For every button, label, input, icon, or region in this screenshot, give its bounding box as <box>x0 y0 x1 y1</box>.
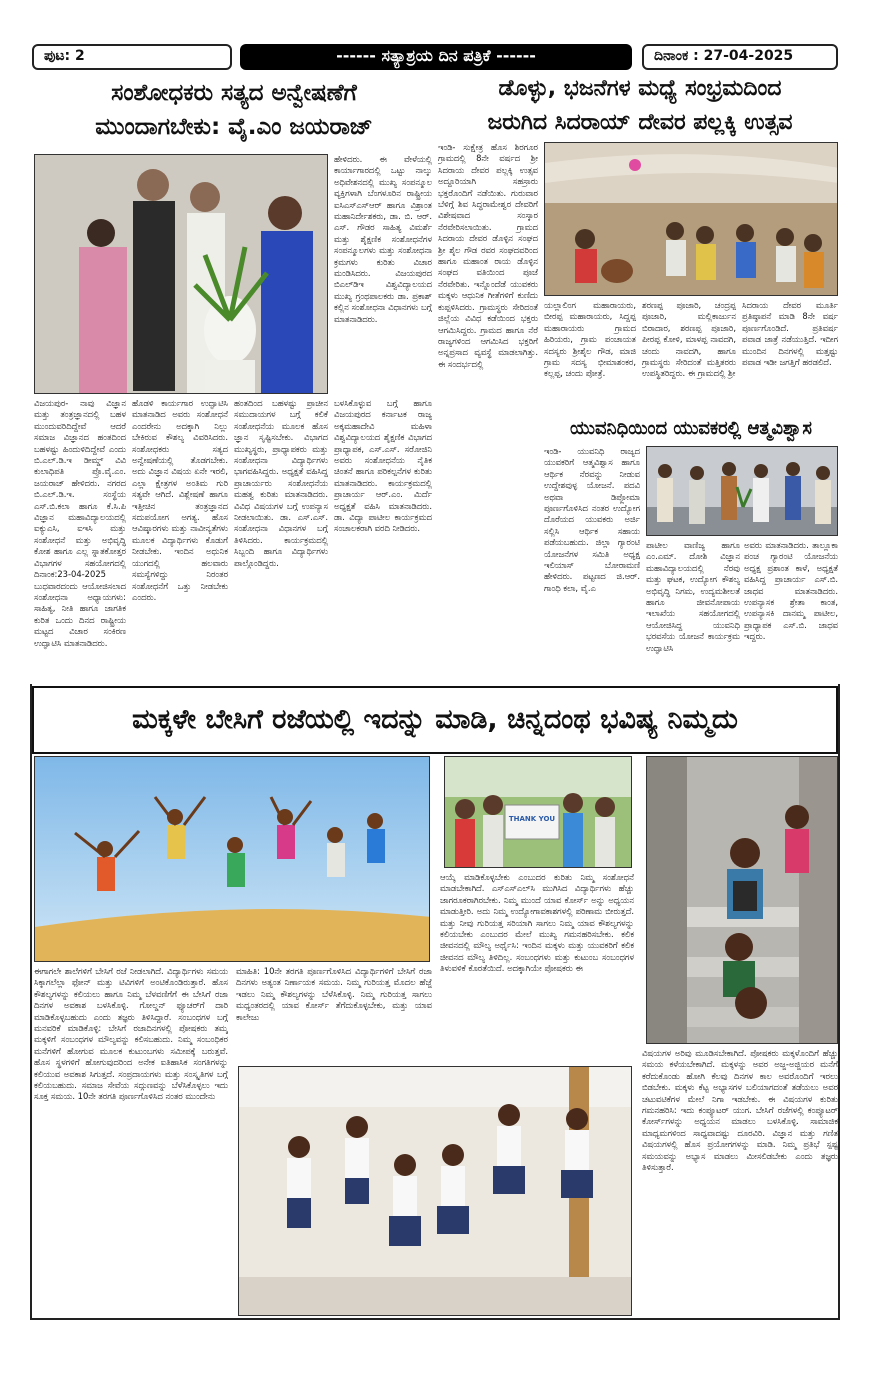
story1-headline <box>36 76 432 144</box>
story1-column-a: ವಿಜಯಪುರ- ನಾವು ವಿಜ್ಞಾನ ಮತ್ತು ತಂತ್ರಜ್ಞಾನದಲ್ಲಿ ಬಹಳ ಮುಂದುವರಿದಿದ್ದೇವೆ ಆದರೆ ಸಮಾಜ ವಿಜ್ಞಾನದ ಹಂತದಿಂದ ಬಹಳಷ್ಟು ಹಿಂದುಳಿದಿದ್ದೇವೆ ಎಂದು ಬಿ.ಎಲ್.ಡಿ.ಇ ಡೀಮ್ಡ್ ವಿವಿ ಕುಲಾಧಿಪತಿ ಪ್ರೊ.ವೈ.ಎಂ. ಜಯರಾಜ್ ಹೇಳಿದರು. ನಗರದ ಬಿ.ಎಲ್.ಡಿ.ಇ. ಸಂಸ್ಥೆಯ ಎಸ್.ಬಿ.ಕಲಾ ಹಾಗೂ ಕೆ.ಸಿ.ಪಿ ವಿಜ್ಞಾನ ಮಹಾವಿದ್ಯಾಲಯದಲ್ಲಿ ಐಕ್ಯುಎಸಿ, ಐಇಸಿ ಮತ್ತು ಸಂಶೋಧನೆ ಮತ್ತು ಅಭಿವೃದ್ಧಿ ಕೋಶ ಹಾಗೂ ಎಲ್ಲ ಸ್ನಾತಕೋತ್ತರ ವಿಭಾಗಗಳ ಸಹಯೋಗದಲ್ಲಿ ದಿನಾಂಕ:23-04-2025 ಬುಧವಾರದಂದು ಆಯೋಜಿಸಲಾದ ಸಂಶೋಧನಾ ಅಧ್ಯಾಯಗಳು: ಸಾಹಿತ್ಯ, ನೀತಿ ಹಾಗೂ ಜಾಗತಿಕ ಕುರಿತ ಒಂದು ದಿನದ ರಾಷ್ಟ್ರೀಯ ಮಟ್ಟದ ವಿಚಾರ ಸಂಕಿರಣ ಉದ್ಘಾಟಿಸಿ ಮಾತನಾಡಿದರು. <box>34 398 126 648</box>
page-number-label: ಪುಟ: 2 <box>32 44 232 70</box>
kids-thank-you-sign-illustration <box>445 757 632 868</box>
story2-column-a: ಇಂಡಿ- ಸುಕ್ಷೇತ್ರ ಹೊಸ ಶಿರಗೂರ ಗ್ರಾಮದಲ್ಲಿ 8ನೇ ವರ್ಷದ ಶ್ರೀ ಸಿದರಾಯ ದೇವರ ಪಲ್ಲಕ್ಕಿ ಉತ್ಸವ ಅದ್ದೂರಿಯಾಗಿ ಸಹಸ್ರಾರು ಭಕ್ತರೊಂದಿಗೆ ನಡೆಯಿತು. ಗುರುವಾರ ಬೆಳಿಗ್ಗೆ ಶಿವ ಸಿದ್ಧರಾಮೇಶ್ವರ ದೇವರಿಗೆ ವಿಶೇಷವಾದ ಸಂಸ್ಕಾರ ನೆರವೇರಿಸಲಾಯಿತು. ಗ್ರಾಮದ ಸಿದರಾಯ ದೇವರ ಡೊಳ್ಳಿನ ಸಂಘದ ಶ್ರೀ ಶೈಲ ಗೌಡ ರವರ ಸಂಘದವರಿಂದ ಹಾಗೂ ಮಹಾಂತ ರಾಯ ಡೊಳ್ಳಿನ ಸಂಘದ ವತಿಯಿಂದ ಪೂಜೆ ನೆರವೇರಿತು. ಇನ್ನೊಂದೆಡೆ ಯುವಕರು ಮಕ್ಕಳು ಆಧುನಿಕ ಗೀತೆಗಳಿಗೆ ಕುಣಿದು ಕುಪ್ಪಳಿಸಿದರು. ಗ್ರಾಮಸ್ಥರು ಸೇರಿದಂತೆ ಜಿಲ್ಲೆಯ ವಿವಿಧ ಕಡೆಯಿಂದ ಭಕ್ತರು ಆಗಮಿಸಿದ್ದರು. ಗ್ರಾಮದ ಹಾಗೂ ನೆರೆ ರಾಜ್ಯಗಳಿಂದ ಆಗಮಿಸಿದ ಭಕ್ತರಿಗೆ ಅನ್ನಪ್ರಸಾದ ವ್ಯವಸ್ಥೆ ಮಾಡಲಾಗಿತ್ತು. ಈ ಸಂದರ್ಭದಲ್ಲಿ <box>438 142 538 369</box>
story2-headline <box>438 72 842 140</box>
story1-headline-line2: ಮುಂದಾಗಬೇಕು: ವೈ.ಎಂ ಜಯರಾಜ್ <box>95 114 373 140</box>
story4-column-b: ಮಾಹಿತಿ: 10ನೇ ತರಗತಿ ಪೂರ್ಣಗೊಳಿಸಿದ ವಿದ್ಯಾರ್ಥಿಗಳಿಗೆ ಬೇಸಿಗೆ ರಜಾ ದಿನಗಳು ಅತ್ಯಂತ ನಿರ್ಣಾಯಕ ಸಮಯ. ನಿಮ್ಮ ಗುರಿಯತ್ತ ಮೊದಲ ಹೆಜ್ಜೆ ಇಡಲು ನಿಮ್ಮ ಕೌಶಲ್ಯಗಳನ್ನು ಬೆಳೆಸಿಕೊಳ್ಳಿ. ನಿಮ್ಮ ಗುರಿಯತ್ತ ಸಾಗಲು ಮಧ್ಯಂತರದಲ್ಲಿ ಯಾವ ಕೋರ್ಸ್ ತೆಗೆದುಕೊಳ್ಳಬೇಕು, ಮತ್ತು ಯಾವ ಕಾಲೇಜು <box>236 966 432 1022</box>
thank-you-sign-text: THANK YOU <box>508 815 556 823</box>
story3-column-c: ಅವರು ಮಾತನಾಡಿದರು. ತಾಲ್ಲೂಕಾ ಪಂಚ ಗ್ಯಾರಂಟಿ ಯೋಜನೆಯ ಅಧ್ಯಕ್ಷ ಪ್ರಶಾಂತ ಕಾಳೆ, ಅಧ್ಯಕ್ಷತೆ ವಹಿಸಿದ್ದ ಪ್ರಾಚಾರ್ಯ ಎಸ್.ಬಿ. ಜಾಧವ ಮಾತನಾಡಿದರು. ಉಪನ್ಯಾಸಕ ಶ್ರೇತಾ ಕಾಂತ, ಉಪನ್ಯಾಸಕಿ ದಾನಮ್ಮ ಪಾಟೀಲ, ಪ್ರಾಧ್ಯಾಪಕ ಎಸ್.ಬಿ. ಜಾಧವ ಇದ್ದರು. <box>744 540 838 642</box>
story1-column-d: ಹೇಳಿದರು. ಈ ವೇಳೆಯಲ್ಲಿ ಕಾರ್ಯಾಗಾರದಲ್ಲಿ ಒಟ್ಟು ನಾಲ್ಕು ಅಧಿವೇಶನದಲ್ಲಿ ಮುಖ್ಯ ಸಂಪನ್ಮೂಲ ವ್ಯಕ್ತಿಗಳಾಗಿ ಬೆಂಗಳೂರಿನ ರಾಷ್ಟ್ರೀಯ ಐಸಿಎಸ್‌ಎಸ್‌ಆರ್ ಹಾಗೂ ವಿಶ್ರಾಂತ ಮಹಾನಿರ್ದೇಶಕರು, ಡಾ. ಬಿ. ಆರ್. ಎಸ್. ಗೌಡರ ಸಾಹಿತ್ಯ ವಿಮರ್ಶೆ ಮತ್ತು ಶೈಕ್ಷಣಿಕ ಸಂಶೋಧನೆಗಳ ಸಂಪನ್ಮೂಲಗಳು ಮತ್ತು ಸಂಶೋಧನಾ ಕ್ರಮಗಳು ಕುರಿತು ವಿಚಾರ ಮಂಡಿಸಿದರು. ವಿಜಯಪುರದ ಬಿಎಲ್‌ಡಿಇ ವಿಶ್ವವಿದ್ಯಾಲಯದ ಮುಖ್ಯ ಗ್ರಂಥಪಾಲಕರು ಡಾ. ಪ್ರಕಾಶ್ ಕಲ್ಲಿನ ಸಂಶೋಧನಾ ವಿಧಾನಗಳು ಬಗ್ಗೆ ಮಾತನಾಡಿದರು. <box>334 154 432 324</box>
date-label: ದಿನಾಂಕ : 27-04-2025 <box>642 44 838 70</box>
frame-right-rule <box>838 684 840 1318</box>
frame-left-rule <box>30 684 32 1318</box>
story3-column-b: ಪಾಟೀಲ ವಾಣಿಜ್ಯ ಹಾಗೂ ಎಂ.ಎಮ್. ದೋಶಿ ವಿಜ್ಞಾನ ಮಹಾವಿದ್ಯಾಲಯದಲ್ಲಿ ನೆರವು ಮತ್ತು ಘಟಕ, ಉದ್ಯೋಗ ಕೌಶಲ್ಯ ಅಭಿವೃದ್ಧಿ ನಿಗಮ, ಉದ್ಯಮಶೀಲತೆ ಹಾಗೂ ಜೀವನೋಪಾಯ ಇಲಾಖೆಯ ಸಹಯೋಗದಲ್ಲಿ ಆಯೋಜಿಸಿದ್ದ ಯುವನಿಧಿ ಭರವಸೆಯ ಯೋಜನೆ ಕಾರ್ಯಕ್ರಮ ಉದ್ಘಾಟಿಸಿ <box>646 540 740 653</box>
story3-photo <box>646 446 838 536</box>
story1-column-c: ಹಂತದಿಂದ ಬಹಳಷ್ಟು ಪ್ರಾಚೀನ ಸಮುದಾಯಗಳ ಬಗ್ಗೆ ಕಲಿಕೆ ಸಂಶೋಧನೆಯ ಮೂಲಕ ಹೊಸ ಜ್ಞಾನ ಸೃಷ್ಟಿಸಬೇಕು. ವಿಭಾಗದ ಮುಖ್ಯಸ್ಥರು, ಪ್ರಾಧ್ಯಾಪಕರು ಮತ್ತು ಸಂಶೋಧನಾ ವಿದ್ಯಾರ್ಥಿಗಳು ಭಾಗವಹಿಸಿದ್ದರು. ಅಧ್ಯಕ್ಷತೆ ವಹಿಸಿದ್ದ ಪ್ರಾಚಾರ್ಯರು ಸಂಶೋಧನೆಯ ಮಹತ್ವ ಕುರಿತು ಮಾತನಾಡಿದರು. ವಿವಿಧ ವಿಷಯಗಳ ಬಗ್ಗೆ ಉಪನ್ಯಾಸ ನೀಡಲಾಯಿತು. ಡಾ. ಎಸ್.ಎಸ್. ಸಂಶೋಧನಾ ವಿಧಾನಗಳ ಬಗ್ಗೆ ತಿಳಿಸಿದರು. ಕಾರ್ಯಕ್ರಮದಲ್ಲಿ ಸಿಬ್ಬಂದಿ ಹಾಗೂ ವಿದ್ಯಾರ್ಥಿಗಳು ಪಾಲ್ಗೊಂಡಿದ್ದರು. <box>234 398 328 568</box>
story4-headline-box <box>32 686 838 754</box>
group-event-illustration <box>647 447 838 536</box>
story2-column-d: ಸಿದರಾಯ ದೇವರ ಮೂರ್ತಿ ಪ್ರತಿಷ್ಠಾಪನೆ ಮಾಡಿ 8ನೇ ವರ್ಷ ಪೂರ್ಣಗೊಂಡಿದೆ. ಪ್ರತಿವರ್ಷ ಪವಾಡ ಜಾತ್ರೆ ನಡೆಯುತ್ತಿದೆ. ಇದೀಗ ಮುಂದಿನ ದಿನಗಳಲ್ಲಿ ಮತ್ತಷ್ಟು ಪವಾಡ ಇಡೀ ಜಗತ್ತಿಗೆ ಹರಡಲಿದೆ. <box>742 300 838 368</box>
story3-column-a: ಇಂಡಿ- ಯುವನಿಧಿ ರಾಜ್ಯದ ಯುವಕರಿಗೆ ಆತ್ಮವಿಶ್ವಾಸ ಹಾಗೂ ಆರ್ಥಿಕ ನೆರವನ್ನು ನೀಡುವ ಉದ್ದೇಶವುಳ್ಳ ಯೋಜನೆ. ಪದವಿ ಅಥವಾ ಡಿಪ್ಲೋಮಾ ಪೂರ್ಣಗೊಳಿಸಿದ ನಂತರ ಉದ್ಯೋಗ ದೊರೆಯದ ಯುವಕರು ಅರ್ಜಿ ಸಲ್ಲಿಸಿ ಆರ್ಥಿಕ ಸಹಾಯ ಪಡೆಯಬಹುದು. ಜಿಲ್ಲಾ ಗ್ಯಾರಂಟಿ ಯೋಜನೆಗಳ ಸಮಿತಿ ಅಧ್ಯಕ್ಷ ಇಲಿಯಾಸ್ ಬೋರಾಮಣಿ ಹೇಳಿದರು. ಪಟ್ಟಣದ ಜಿ.ಆರ್. ಗಾಂಧಿ ಕಲಾ, ವೈ.ಎ <box>544 446 640 593</box>
story1-headline-line1: ಸಂಶೋಧಕರು ಸತ್ಯದ ಅನ್ವೇಷಣೆಗೆ <box>111 80 357 106</box>
masthead: ------ ಸತ್ಯಾಶ್ರಯ ದಿನ ಪತ್ರಿಕೆ ------ <box>240 44 632 70</box>
story4-photo-group-thank-you <box>444 756 632 868</box>
inauguration-scene-illustration <box>35 155 328 394</box>
story4-column-d: ವಿಷಯಗಳ ಅರಿವು ಮೂಡಿಸಬೇಕಾಗಿದೆ. ಪೋಷಕರು ಮಕ್ಕಳೊಂದಿಗೆ ಹೆಚ್ಚು ಸಮಯ ಕಳೆಯಬೇಕಾಗಿದೆ. ಮಕ್ಕಳನ್ನು ಅವರ ಅಜ್ಜ-ಅಜ್ಜಿಯರ ಮನೆಗೆ ಕರೆದುಕೊಂಡು ಹೋಗಿ ಕೆಲವು ದಿನಗಳ ಕಾಲ ಅವರೊಂದಿಗೆ ಇರಲು ಬಿಡಬೇಕು. ಮಕ್ಕಳು ಕೆಟ್ಟ ಅಭ್ಯಾಸಗಳ ಬಲಿಯಾಗದಂತೆ ತಡೆಯಲು ಅವರ ಚಟುವಟಿಕೆಗಳ ಮೇಲೆ ನಿಗಾ ಇಡಬೇಕು. ಈ ವಿಷಯಗಳ ಕುರಿತು ಗಮನಹರಿಸಿ: ಇದು ಕಂಪ್ಯೂಟರ್ ಯುಗ. ಬೇಸಿಗೆ ರಜೆಗಳಲ್ಲಿ ಕಂಪ್ಯೂಟರ್ ಕೋರ್ಸ್‌ಗಳನ್ನು ಅಧ್ಯಯನ ಮಾಡಲು ಬಳಸಿಕೊಳ್ಳಿ. ಸಾಮಾಜಿಕ ಮಾಧ್ಯಮಗಳಿಂದ ಸಾಧ್ಯವಾದಷ್ಟು ದೂರವಿರಿ. ವಿಜ್ಞಾನ ಮತ್ತು ಗಣಿತ ವಿಷಯಗಳಲ್ಲಿ ಹೊಸ ಪ್ರಯೋಗಗಳನ್ನು ಮಾಡಿ. ನಿಮ್ಮ ಪ್ರತಿಭೆ ಸ್ಪಷ್ಟ ಸಮಯವನ್ನು ಅಭ್ಯಾಸ ಮಾಡಲು ಮೀಸಲಿಡಬೇಕು ಎಂದು ತಜ್ಞರು ತಿಳಿಸುತ್ತಾರೆ. <box>642 1048 838 1173</box>
uniformed-students-jumping-illustration <box>239 1067 632 1316</box>
story2-column-b: ಯಲ್ಲಾಲಿಂಗ ಮಹಾರಾಯರು, ಬೀರಪ್ಪ ಮಹಾರಾಯರು, ಸಿದ್ದಪ್ಪ ಮಹಾರಾಯರು ಗ್ರಾಮದ ಹಿರಿಯರು, ಗ್ರಾಮ ಪಂಚಾಯತ ಸದಸ್ಯರು ಶ್ರೀಶೈಲ ಗೌಡ, ಮಾಜಿ ಗ್ರಾಮ ಸದಸ್ಯ ಭೀಮಾಶಂಕರ, ಕಲ್ಲಪ್ಪ, ಚಂದು ಪೋತ್ರೆ. <box>544 300 636 379</box>
story4-column-c: ಆಯ್ಕೆ ಮಾಡಿಕೊಳ್ಳಬೇಕು ಎಂಬುದರ ಕುರಿತು ನಿಮ್ಮ ಸಂಶೋಧನೆ ಮಾಡಬೇಕಾಗಿದೆ. ಎಸ್‌ಎಸ್‌ಎಲ್‌ಸಿ ಮುಗಿಸಿದ ವಿದ್ಯಾರ್ಥಿಗಳು ಹೆಚ್ಚು ಜಾಗರೂಕರಾಗಿರಬೇಕು. ನಿಮ್ಮ ಮುಂದೆ ಯಾವ ಕೋರ್ಸ್ ಅನ್ನು ಅಧ್ಯಯನ ಮಾಡುತ್ತೀರಿ. ಅದು ನಿಮ್ಮ ಉದ್ಯೋಗಾವಕಾಶಗಳಲ್ಲಿ ಪರಿಣಾಮ ಬೀರುತ್ತದೆ. ಮತ್ತು ನೀವು ಗುರಿಯತ್ತ ಸರಿಯಾಗಿ ಸಾಗಲು ನಿಮ್ಮ ಯಾವ ಕೌಶಲ್ಯಗಳನ್ನು ಕಲಿಯಬೇಕು ಎಂಬುದರ ಮೇಲೆ ಮುಖ್ಯ ಗಮನಹರಿಸಬೇಕು. ಕಲಿಕ ಜೀವನದಲ್ಲಿ ಮೌಲ್ಯ ಅರ್ಥೈಸಿ: ಇಂದಿನ ಮಕ್ಕಳು ಮತ್ತು ಯುವಕರಿಗೆ ಕಲಿಕ ಜೀವನದ ಮೌಲ್ಯ ತಿಳಿದಿಲ್ಲ. ಸಂಬಂಧಗಳು ಮತ್ತು ಕುಟುಂಬ ಸಂಬಂಧಗಳ ತಿಳುವಳಿಕೆ ಕೊರತೆಯಿದೆ. ಅದಕ್ಕಾಗಿಯೇ ಪೋಷಕರು ಈ <box>440 872 634 974</box>
story2-photo <box>544 142 838 296</box>
story4-photo-kids-stairs <box>646 756 838 1044</box>
story2-headline-line1: ಡೊಳ್ಳು, ಭಜನೆಗಳ ಮಧ್ಯೆ ಸಂಭ್ರಮದಿಂದ <box>498 76 782 101</box>
kids-on-steps-illustration <box>647 757 838 1044</box>
story1-column-b: ಹೊಡಳಿ ಕಾರ್ಯಗಾರ ಉದ್ಘಾಟಿಸಿ ಮಾತನಾಡಿದ ಅವರು ಸಂಶೋಧನೆ ಎಂದರೇನು ಅದಕ್ಕಾಗಿ ನಿಲ್ಲು ಬೇಕಿರುವ ಕೌಶಲ್ಯ ವಿವರಿಸಿದರು. ಸಂಶೋಧಕರು ಸತ್ಯದ ಅನ್ವೇಷಣೆಯಲ್ಲಿ ತೊಡಗಬೇಕು. ಅದು ವಿಜ್ಞಾನ ವಿಷಯ ಏನೇ ಇರಲಿ, ಎಲ್ಲಾ ಕ್ಷೇತ್ರಗಳ ಅಂತಿಮ ಗುರಿ ಸತ್ಯವೇ ಆಗಿದೆ. ವಿಶ್ಲೇಷಣೆ ಹಾಗೂ ಇತ್ತೀಚಿನ ತಂತ್ರಜ್ಞಾನದ ಸದುಪಯೋಗ ಅಗತ್ಯ. ಹೊಸ ಆವಿಷ್ಕಾರಗಳು ಮತ್ತು ನಾವೀನ್ಯತೆಗಳು ಮೂಲಕ ವಿದ್ಯಾರ್ಥಿಗಳು ಕೊಡುಗೆ ನೀಡಬೇಕು. ಇಂದಿನ ಅಧುನಿಕ ಯುಗದಲ್ಲಿ ಹಲವಾರು ಸಮಸ್ಯೆಗಳಿದ್ದು ನಿರಂತರ ಸಂಶೋಧನೆಗೆ ಒತ್ತು ನೀಡಬೇಕು ಎಂದರು. <box>132 398 228 602</box>
village-festival-illustration <box>545 143 838 296</box>
story1-column-e: ಬಳಸಿಕೊಳ್ಳುವ ಬಗ್ಗೆ ಹಾಗೂ ವಿಜಯಪುರದ ಕರ್ನಾಟಕ ರಾಜ್ಯ ಅಕ್ಕಮಹಾದೇವಿ ಮಹಿಳಾ ವಿಶ್ವವಿದ್ಯಾಲಯದ ಶೈಕ್ಷಣಿಕ ವಿಭಾಗದ ಪ್ರಾಧ್ಯಾಪಕ, ಎಸ್.ಎಸ್. ಸರೋಜಿನಿ ಅವರು ಸಂಶೋಧನೆಯ ನೈತಿಕ ಚಿಂತನೆ ಹಾಗೂ ಪರಿಕಲ್ಪನೆಗಳ ಕುರಿತು ಮಾತನಾಡಿದರು. ಕಾರ್ಯಕ್ರಮದಲ್ಲಿ ಪ್ರಾಚಾರ್ಯ ಆರ್.ಎಂ. ಮಿರ್ದೆ ಅಧ್ಯಕ್ಷತೆ ವಹಿಸಿ ಮಾತನಾಡಿದರು. ಡಾ. ವಿದ್ಯಾ ಪಾಟೀಲ ಕಾರ್ಯಕ್ರಮದ ಸಂಚಾಲಕರಾಗಿ ವರದಿ ನೀಡಿದರು. <box>334 398 432 534</box>
story4-column-a: ಈಗಾಗಲೇ ಶಾಲೆಗಳಿಗೆ ಬೇಸಿಗೆ ರಜೆ ನೀಡಲಾಗಿದೆ. ವಿದ್ಯಾರ್ಥಿಗಳು ಸಮಯ ಸಿಕ್ಕಾಗಲೆಲ್ಲಾ ಫೋನ್ ಮತ್ತು ಟಿವಿಗಳಿಗೆ ಅಂಟಿಕೊಂಡಿರುತ್ತಾರೆ. ಹೊಸ ಕೌಶಲ್ಯಗಳನ್ನು ಕಲಿಯಲು ಹಾಗೂ ನಿಮ್ಮ ಬೆಳವಣಿಗೆಗೆ ಈ ಬೇಸಿಗೆ ರಜಾ ದಿನಗಳ ಅವಕಾಶ ಬಳಸಿಕೊಳ್ಳಿ. ಗೋಲ್ಡನ್ ಫ್ಯೂಚರ್‌ಗೆ ದಾರಿ ಮಾಡಿಕೊಳ್ಳಬಹುದು ಎಂದು ತಜ್ಞರು ತಿಳಿಸಿದ್ದಾರೆ. ಸಂಬಂಧಗಳ ಬಗ್ಗೆ ಮನವರಿಕೆ ಮಾಡಿಕೊಳ್ಳಿ: ಬೇಸಿಗೆ ರಜಾದಿನಗಳಲ್ಲಿ ಪೋಷಕರು ತಮ್ಮ ಮಕ್ಕಳಿಗೆ ಸಂಬಂಧಗಳ ಮೌಲ್ಯವನ್ನು ಕಲಿಸಬಹುದು. ನಿಮ್ಮ ಸಂಬಂಧಿಕರ ಮನೆಗಳಿಗೆ ಹೋಗುವ ಮೂಲಕ ಕುಟುಂಬಗಳು ಸಮೀಪಕ್ಕೆ ಬರುತ್ತವೆ. ಹೊಸ ಸ್ಥಳಗಳಿಗೆ ಹೋಗುವುದರಿಂದ ಅನೇಕ ಐತಿಹಾಸಿಕ ಸಂಗತಿಗಳನ್ನು ಕಲಿಯುವ ಅವಕಾಶ ಸಿಗುತ್ತದೆ. ಸಂಪ್ರದಾಯಗಳು ಮತ್ತು ಸಂಸ್ಕೃತಿಗಳ ಬಗ್ಗೆ ಕಲಿಯಬಹುದು. ಸಮಾಜ ಸೇವೆಯ ಸದ್ಗುಣವನ್ನು ಬೆಳೆಸಿಕೊಳ್ಳಲು ಇದು ಸೂಕ್ತ ಸಮಯ. 10ನೇ ತರಗತಿ ಪೂರ್ಣಗೊಳಿಸಿದ ನಂತರ ಮುಂದೇನು <box>34 966 228 1102</box>
story4-photo-students-jumping <box>238 1066 632 1316</box>
frame-bottom-rule <box>30 1318 840 1320</box>
story4-headline: ಮಕ್ಕಳೇ ಬೇಸಿಗೆ ರಜೆಯಲ್ಲಿ ಇದನ್ನು ಮಾಡಿ, ಚಿನ್ನದಂಥ ಭವಿಷ್ಯ ನಿಮ್ಮದು <box>132 704 738 735</box>
story2-headline-line2: ಜರುಗಿದ ಸಿದರಾಯ್ ದೇವರ ಪಲ್ಲಕ್ಕಿ ಉತ್ಸವ <box>487 110 793 135</box>
story3-headline: ಯುವನಿಧಿಯಿಂದ ಯುವಕರಲ್ಲಿ ಆತ್ಮವಿಶ್ವಾಸ <box>570 418 812 439</box>
story1-photo <box>34 154 328 394</box>
story4-photo-jumping-kids-beach <box>34 756 430 962</box>
kids-jumping-sand-illustration <box>35 757 430 962</box>
story2-column-c: ಶರಣಪ್ಪ ಪೂಜಾರಿ, ಚಂದ್ರಪ್ಪ ಪೂಜಾರಿ, ಮಲ್ಲಿಕಾರ್ಜುನ ಬಿರಾದಾರ, ಶರಣಪ್ಪ ಪೂಜಾರಿ, ಪೀರಪ್ಪ ಕೋಳಿ, ಮಾಳಪ್ಪ ನಾವದಗಿ, ಚಂದು ನಾವದಗಿ, ಹಾಗೂ ಗ್ರಾಮಸ್ಥರು ಸೇರಿದಂತೆ ಮತ್ತಿತರರು ಉಪಸ್ಥಿತರಿದ್ದರು. ಈ ಗ್ರಾಮದಲ್ಲಿ ಶ್ರೀ <box>642 300 736 379</box>
